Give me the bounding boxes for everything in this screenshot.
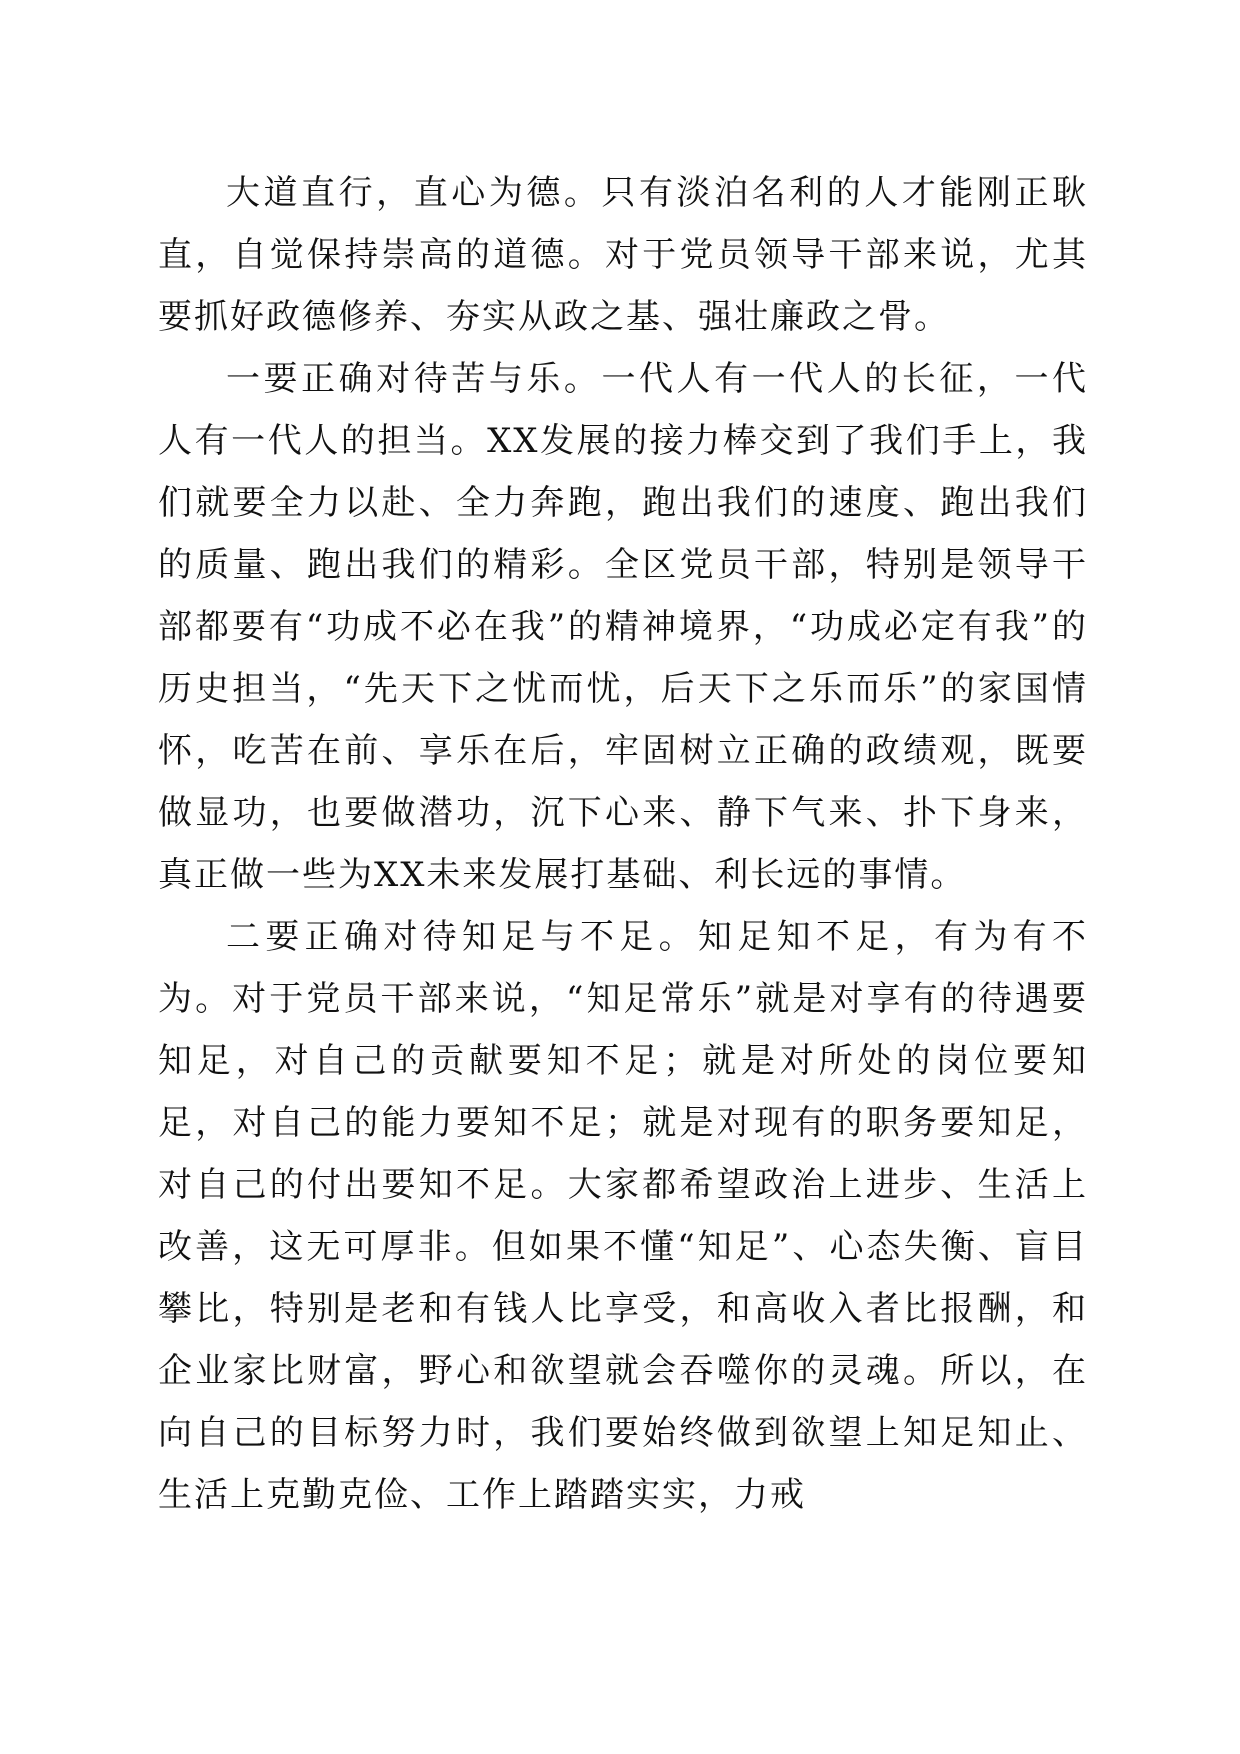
paragraph-hardship-and-joy: 一要正确对待苦与乐。一代人有一代人的长征，一代人有一代人的担当。XX发展的接力棒交到了我们手上，我们就要全力以赴、全力奔跑，跑出我们的速度、跑出我们的质量、跑出我们的精彩。全区党员干部，特别是领导干部都要有“功成不必在我”的精神境界，“功成必定有我”的历史担当，“先天下之忧而忧，后天下之乐而乐”的家国情怀，吃苦在前、享乐在后，牢固树立正确的政绩观，既要做显功，也要做潜功，沉下心来、静下气来、扑下身来，真正做一些为XX未来发展打基础、利长远的事情。 (158, 359, 1088, 895)
document-body (158, 162, 1088, 1526)
paragraph-intro: 大道直行，直心为德。只有淡泊名利的人才能刚正耿直，自觉保持崇高的道德。对于党员领导干部来说，尤其要抓好政德修养、夯实从政之基、强壮廉政之骨。 (158, 173, 1088, 337)
paragraph-contentment: 二要正确对待知足与不足。知足知不足，有为有不为。对于党员干部来说，“知足常乐”就是对享有的待遇要知足，对自己的贡献要知不足；就是对所处的岗位要知足，对自己的能力要知不足；就是对现有的职务要知足，对自己的付出要知不足。大家都希望政治上进步、生活上改善，这无可厚非。但如果不懂“知足”、心态失衡、盲目攀比，特别是老和有钱人比享受，和高收入者比报酬，和企业家比财富，野心和欲望就会吞噬你的灵魂。所以，在向自己的目标努力时，我们要始终做到欲望上知足知止、生活上克勤克俭、工作上踏踏实实，力戒 (158, 917, 1088, 1515)
